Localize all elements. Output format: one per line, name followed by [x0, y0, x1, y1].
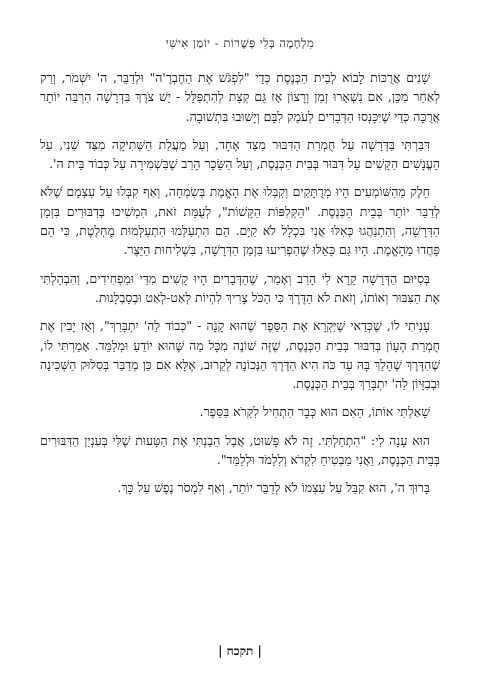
page-number: | תקכח |: [218, 644, 262, 658]
paragraph: דִּבַּרְתִּי בַּדְּרָשָׁה עַל חֻמְרַת הַדִּבּוּר מִצַּד אֶחָד, וְעַל מַעֲלַת הַשְּׁתִיקָה מִצַּד שֵׁנִי, עַל הָעֳנָשִׁים הַקָּשִׁים עַל דִּבּוּר בְּבֵית הַכְּנֶסֶת, וְעַל הַשָּׂכָר הָרַב שֶׁבִּשְׁמִירָה עַל כְּבוֹד בֵּית ה'.: [40, 136, 440, 172]
paragraph: שָׁאַלְתִּי אוֹתוֹ, הַאִם הוּא כְּבָר הִתְחִיל לִקְרֹא בַּסֵּפֶר.: [199, 404, 430, 420]
running-header: מִלְחָמָה בְּלִי פְּשָׁרוֹת - יוֹמַן אִישִׁי: [165, 36, 315, 50]
paragraph: בְּסִיּוּם הַדְּרָשָׁה קָרָא לִי הָרַב וְאָמַר, שֶׁהַדְּבָרִים הָיוּ קָשִׁים מִדַּי וּמַפְחִידִים, וְהִבְהַלְתִּי אֶת הַצִּבּוּר וְאוֹתוֹ, וְזֹאת לֹא הַדֶּרֶךְ כִּי הַכֹּל צָרִיךְ לִהְיוֹת לְאַט-לְאַט וּבְסַבְלָנוּת.: [40, 270, 440, 305]
paragraph: חֵלֶק מֵהַשּׁוֹמְעִים הָיוּ מְרֻתָּקִים וְקִבְּלוּ אֶת הָאֱמֶת בְּשִׂמְחָה, וְאַף קִבְּלוּ עַל עַצְמָם שֶׁלֹּא לְדַבֵּר יוֹתֵר בְּבֵית הַכְּנֶסֶת. "הַקְּלִפּוֹת הַקָּשׁוֹת", לְעֻמַּת זֹאת, הִמְשִׁיכוּ בְּדִבּוּרִים בִּזְמַן הַדְּרָשָׁה, וְהִתְנַהֲגוּ כְּאִלּוּ אֲנִי בִּכְלָל לֹא קַיָּם. הֵם הִתְעַלְּמוּ הִתְעַלְּמוּת מֻחְלֶטֶת, כִּי הֵם פָּחֲדוּ מֵהָאֱמֶת. הָיוּ גַּם כָּאֵלּוּ שֶׁהִפְרִיעוּ בִּזְמַן הַדְּרָשָׁה, בִּשְׁלִיחוּת הַיֵּצֶר.: [40, 184, 440, 258]
paragraph: בָּרוּךְ ה', הוּא קִבֵּל עַל עַצְמוֹ לֹא לְדַבֵּר יוֹתֵר, וְאַף לִמְסֹר נֶפֶשׁ עַל כָּךְ.: [117, 480, 430, 496]
paragraph: שָׁנִים אֲרֻכּוֹת לָבוֹא לְבֵית הַכְּנֶסֶת כְּדֵי "לִפְגֹּשׁ אֶת הַחֶבְרֶ'ה" וּלְדַבֵּר, ה' יִשְׁמֹר, וְרַק לְאַחַר מִכֵּן, אִם נִשְׁאָרוּ זְמַן וְרָצוֹן אָז גַּם קְצָת לְהִתְפַּלֵּל - יֵשׁ צֹרֶךְ בִּדְרָשָׁה הַרְבֵּה יוֹתֵר אֲרֻכָּה כְּדֵי שֶׁיִּכָּנְסוּ הַדְּבָרִים לְעֹמֶק לִבָּם וְיָשׁוּבוּ בִּתְשׁוּבָה.: [40, 70, 440, 124]
paragraph: הוּא עָנָה לִי: "הִתְחַלְתִּי. זֶה לֹא פָּשׁוּט, אֲבָל הֵבַנְתִּי אֶת הַטָּעוּת שֶׁלִּי בְּעִנְיַן הַדִּבּוּרִים בְּבֵית הַכְּנֶסֶת, וַאֲנִי מַבְטִיחַ לִקְרֹא וְלִלְמֹד וּלְלַמֵּד".: [40, 432, 440, 468]
body-text: [40, 68, 440, 498]
paragraph: עָנִיתִי לוֹ, שֶׁכְּדַאי שֶׁיִּקְרָא אֶת הַסֵּפֶר שֶׁהוּא קָנָה - "כְּבוֹד לַה' יִתְבָּרַךְ", וְאָז יָבִין אֶת חֻמְרַת הֶעָוֹן בְּדִבּוּר בְּבֵית הַכְּנֶסֶת, שֶׁזֶּה שׁוֹנֶה מִכָּל מַה שֶּׁהוּא יוֹדֵעַ וּמְלַמֵּד. אָמַרְתִּי לוֹ, שֶׁהַדֶּרֶךְ שֶׁהָלַךְ בָּהּ עַד כֹּה הִיא הַדֶּרֶךְ הַנְּכוֹנָה לְקֵרוּב, אֶלָּא אִם כֵּן מְדַבֵּר בְּסִלּוּק הַשְּׁכִינָה וּבְבִזָּיוֹן לַה' יִתְבָּרַךְ בְּבֵית הַכְּנֶסֶת.: [40, 318, 440, 392]
